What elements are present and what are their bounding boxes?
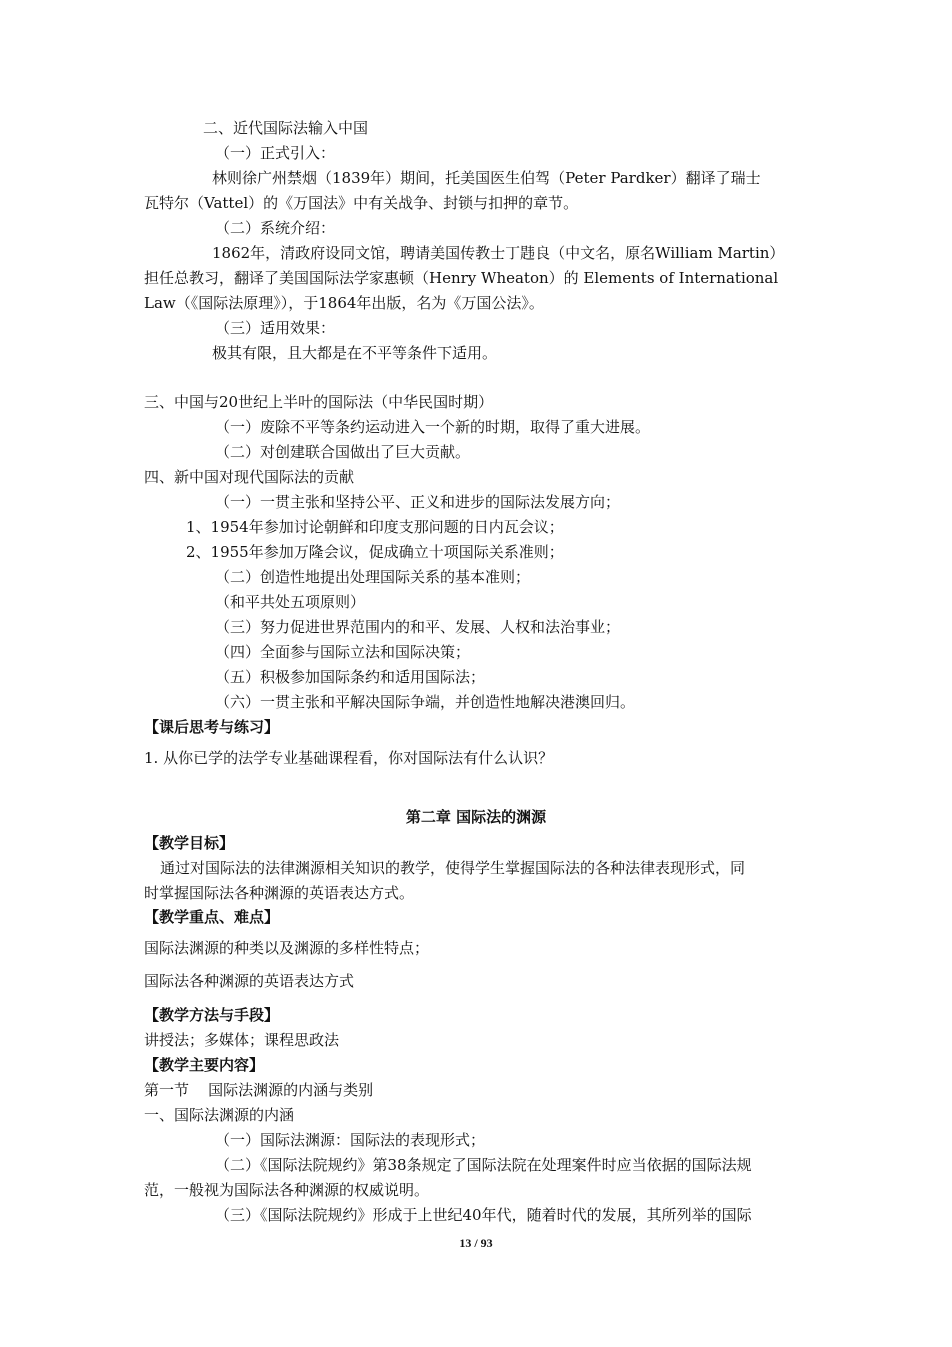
paragraph-line: Law（《国际法原理》），于1864年出版，名为《万国公法》。 — [144, 294, 544, 312]
list-item: （二）对创建联合国做出了巨大贡献。 — [215, 443, 471, 461]
section-heading-new-china: 四、新中国对现代国际法的贡献 — [144, 468, 355, 486]
list-item: 1、1954年参加讨论朝鲜和印度支那问题的日内瓦会议； — [186, 518, 564, 536]
exercises-heading: 【课后思考与练习】 — [144, 718, 280, 736]
subsection-formal-introduction: （一）正式引入： — [215, 144, 336, 162]
exercise-question: 1. 从你已学的法学专业基础课程看，你对国际法有什么认识？ — [144, 749, 554, 767]
key-points-heading: 【教学重点、难点】 — [144, 908, 280, 926]
list-item: （四）全面参与国际立法和国际决策； — [215, 643, 471, 661]
paragraph-line: 时掌握国际法各种渊源的英语表达方式。 — [144, 884, 415, 902]
list-item: （一）国际法渊源：国际法的表现形式； — [215, 1131, 486, 1149]
paragraph-line: 林则徐广州禁烟（1839年）期间，托美国医生伯驾（Peter Pardker）翻译了瑞士 — [212, 169, 761, 187]
page-number: 13 / 93 — [459, 1236, 493, 1250]
list-item: （五）积极参加国际条约和适用国际法； — [215, 668, 486, 686]
subsection-system-introduction: （二）系统介绍： — [215, 219, 336, 237]
main-content-heading: 【教学主要内容】 — [144, 1056, 265, 1074]
teaching-methods-heading: 【教学方法与手段】 — [144, 1006, 280, 1024]
list-item: 2、1955年参加万隆会议，促成确立十项国际关系准则； — [186, 543, 564, 561]
teaching-objective-heading: 【教学目标】 — [144, 834, 235, 852]
paragraph-line: 范，一般视为国际法各种渊源的权威说明。 — [144, 1181, 430, 1199]
list-item: （三）努力促进世界范围内的和平、发展、人权和法治事业； — [215, 618, 621, 636]
section-heading-roc-period: 三、中国与20世纪上半叶的国际法（中华民国时期） — [144, 393, 494, 411]
list-item: （二）创造性地提出处理国际关系的基本准则； — [215, 568, 531, 586]
paragraph-line: 讲授法；多媒体；课程思政法 — [144, 1031, 340, 1049]
section-heading-modern-intl-law: 二、近代国际法输入中国 — [203, 119, 369, 137]
subsection-application-effect: （三）适用效果： — [215, 319, 336, 337]
list-item: （和平共处五项原则） — [215, 593, 366, 611]
chapter-title: 第二章 国际法的渊源 — [405, 808, 547, 826]
list-item: （一）废除不平等条约运动进入一个新的时期，取得了重大进展。 — [215, 418, 651, 436]
paragraph-line: 1862年，清政府设同文馆，聘请美国传教士丁韪良（中文名，原名William Martin） — [212, 244, 785, 262]
list-item: （一）一贯主张和坚持公平、正义和进步的国际法发展方向； — [215, 493, 621, 511]
paragraph-line: 瓦特尔（Vattel）的《万国法》中有关战争、封锁与扣押的章节。 — [144, 194, 579, 212]
paragraph-line: 国际法各种渊源的英语表达方式 — [144, 972, 355, 990]
paragraph-line: 通过对国际法的法律渊源相关知识的教学，使得学生掌握国际法的各种法律表现形式，同 — [160, 859, 746, 877]
list-item: （六）一贯主张和平解决国际争端，并创造性地解决港澳回归。 — [215, 693, 636, 711]
section-heading: 一、国际法渊源的内涵 — [144, 1106, 295, 1124]
paragraph-line: 极其有限，且大都是在不平等条件下适用。 — [212, 344, 498, 362]
paragraph-line: 国际法渊源的种类以及渊源的多样性特点； — [144, 939, 430, 957]
paragraph-line: 担任总教习，翻译了美国国际法学家惠顿（Henry Wheaton）的 Elements of International — [144, 269, 779, 287]
list-item: （二）《国际法院规约》第38条规定了国际法院在处理案件时应当依据的国际法规 — [215, 1156, 752, 1174]
list-item: （三）《国际法院规约》形成于上世纪40年代，随着时代的发展，其所列举的国际 — [215, 1206, 752, 1224]
section-heading: 第一节 国际法渊源的内涵与类别 — [144, 1081, 374, 1099]
